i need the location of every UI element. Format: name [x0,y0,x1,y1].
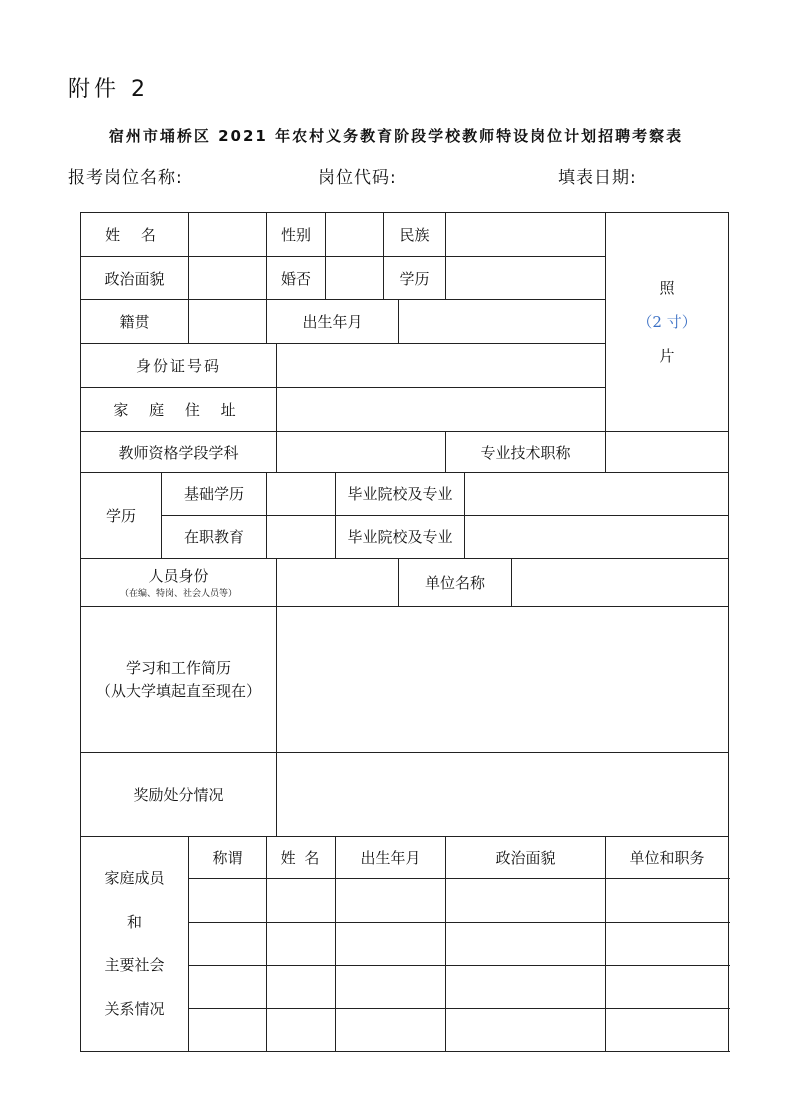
family-label-2: 和 [126,912,142,931]
id-number-value[interactable] [277,344,606,388]
unit-name-value[interactable] [512,558,729,606]
family-cell[interactable] [606,879,729,922]
family-cell[interactable] [336,965,446,1008]
family-cell[interactable] [606,922,729,965]
family-cell[interactable] [267,879,336,922]
basic-edu-label: 基础学历 [162,472,267,515]
family-cell[interactable] [336,879,446,922]
family-cell[interactable] [446,965,606,1008]
application-form-table [80,212,729,1052]
gender-label: 性别 [267,213,326,257]
political-label: 政治面貌 [81,257,189,300]
family-cell[interactable] [446,922,606,965]
family-cell[interactable] [189,922,267,965]
resume-label [81,606,277,752]
inservice-edu-label: 在职教育 [162,515,267,558]
basic-edu-value[interactable] [267,472,336,515]
family-cell[interactable] [336,922,446,965]
ethnicity-value[interactable] [446,213,606,257]
family-cell[interactable] [606,1008,729,1051]
native-place-label: 籍贯 [81,300,189,344]
photo-label-2: 片 [659,347,675,366]
family-label [81,837,189,1052]
name-value[interactable] [189,213,267,257]
family-header-name: 姓 名 [267,837,336,879]
family-cell[interactable] [189,965,267,1008]
family-cell[interactable] [267,965,336,1008]
qualification-label: 教师资格学段学科 [81,432,277,472]
family-cell[interactable] [267,922,336,965]
family-cell[interactable] [267,1008,336,1051]
family-label-3: 主要社会 [104,956,165,975]
rewards-label: 奖励处分情况 [81,753,277,837]
family-cell[interactable] [606,965,729,1008]
native-place-value[interactable] [189,300,267,344]
family-header-political: 政治面貌 [446,837,606,879]
photo-label-1: 照 [659,279,675,298]
position-code-label: 岗位代码: [318,168,397,188]
family-cell[interactable] [446,1008,606,1051]
inservice-edu-value[interactable] [267,515,336,558]
address-label: 家 庭 住 址 [81,388,277,432]
school-major-2-label: 毕业院校及专业 [336,515,465,558]
education-label: 学历 [384,257,446,300]
id-number-label: 身份证号码 [81,344,277,388]
name-label: 姓 名 [81,213,189,257]
qualification-value[interactable] [277,432,446,472]
school-major-label: 毕业院校及专业 [336,472,465,515]
resume-note: （从大学填起直至现在） [95,681,261,700]
gender-value[interactable] [326,213,384,257]
family-label-1: 家庭成员 [104,869,165,888]
family-header-unit: 单位和职务 [606,837,729,879]
family-cell[interactable] [336,1008,446,1051]
identity-title: 人员身份 [148,567,209,586]
birth-value[interactable] [399,300,606,344]
edu-section-label: 学历 [81,472,162,558]
rewards-value[interactable] [277,753,729,837]
family-label-4: 关系情况 [104,999,165,1018]
school-major-2-value[interactable] [465,515,729,558]
resume-title: 学习和工作简历 [125,659,231,678]
birth-label: 出生年月 [267,300,399,344]
resume-value[interactable] [277,606,729,752]
address-value[interactable] [277,388,606,432]
attachment-label: 附件 2 [68,77,149,102]
marital-label: 婚否 [267,257,326,300]
form-title: 宿州市埇桥区 2021 年农村义务教育阶段学校教师特设岗位计划招聘考察表 [108,127,684,145]
title-rank-value[interactable] [606,432,729,472]
unit-name-label: 单位名称 [399,558,512,606]
ethnicity-label: 民族 [384,213,446,257]
family-cell[interactable] [446,879,606,922]
photo-size: （2 寸） [637,313,697,332]
family-cell[interactable] [189,1008,267,1051]
identity-value[interactable] [277,558,399,606]
position-name-label: 报考岗位名称: [68,168,183,188]
fill-date-label: 填表日期: [558,168,637,188]
title-rank-label: 专业技术职称 [446,432,606,472]
education-value[interactable] [446,257,606,300]
marital-value[interactable] [326,257,384,300]
school-major-value[interactable] [465,472,729,515]
family-header-relation: 称谓 [189,837,267,879]
identity-label [81,558,277,606]
political-value[interactable] [189,257,267,300]
family-header-birth: 出生年月 [336,837,446,879]
photo-box[interactable] [606,213,729,432]
identity-note: （在编、特岗、社会人员等） [119,589,237,600]
family-cell[interactable] [189,879,267,922]
